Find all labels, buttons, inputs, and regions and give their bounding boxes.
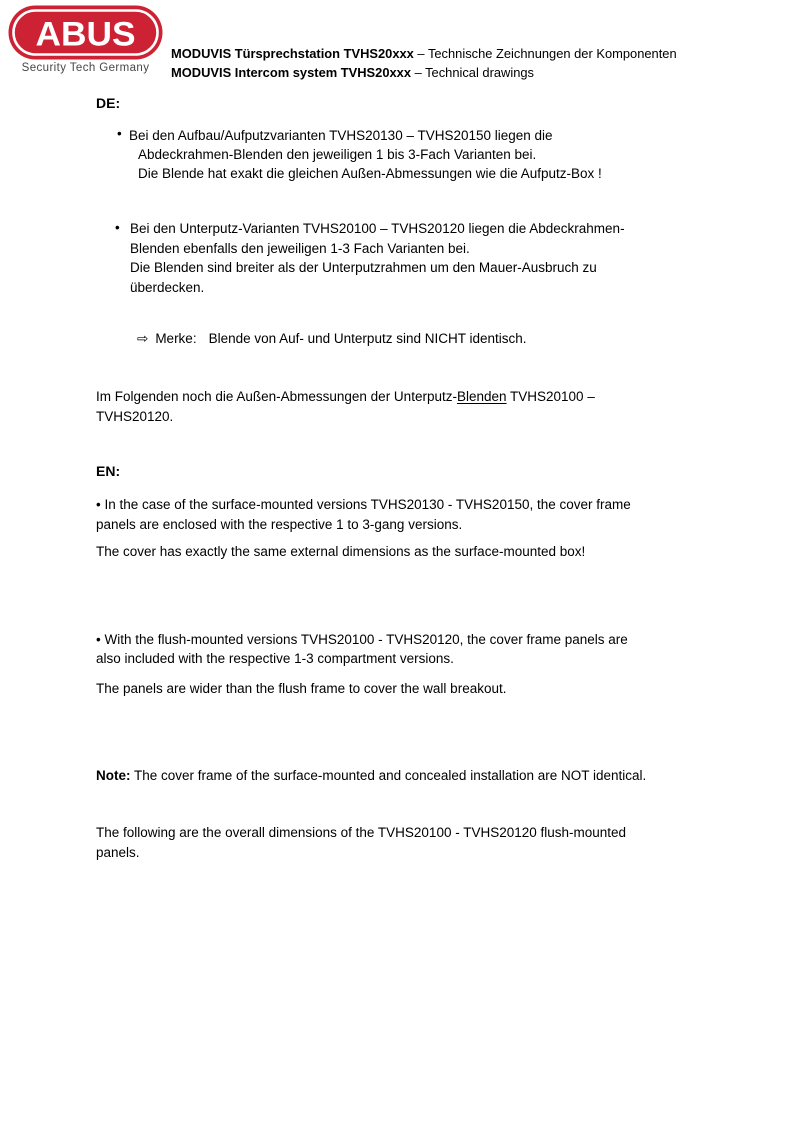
text-line: • In the case of the surface-mounted versions TVHS20130 - TVHS20150, the cover frame — [96, 497, 631, 512]
en-paragraph-3 — [96, 630, 628, 668]
header-en-product: MODUVIS Intercom system TVHS20xxx — [171, 64, 411, 80]
text-line: Die Blende hat exakt die gleichen Außen-Abmessungen wie die Aufputz-Box ! — [138, 166, 602, 181]
text-line: • With the flush-mounted versions TVHS20100 - TVHS20120, the cover frame panels are — [96, 632, 628, 647]
abus-logo — [8, 5, 163, 74]
bullet-icon: • — [115, 220, 120, 235]
text-line: Abdeckrahmen-Blenden den jeweiligen 1 bis 3-Fach Varianten bei. — [138, 147, 537, 162]
de-bullet1-paragraph — [129, 126, 602, 183]
en-closing-paragraph — [96, 823, 626, 862]
document-header — [171, 45, 677, 82]
text-line: The following are the overall dimensions of the TVHS20100 - TVHS20120 flush-mounted — [96, 825, 627, 840]
text-line: überdecken. — [130, 280, 205, 296]
abus-logo-mark — [8, 5, 163, 60]
en-section-label: EN: — [96, 463, 121, 479]
logo-brand-text: ABUS — [35, 15, 136, 54]
en-paragraph-4: The panels are wider than the flush frame to cover the wall breakout. — [96, 681, 507, 696]
en-paragraph-1 — [96, 495, 631, 534]
de-merke-note — [137, 331, 527, 347]
header-line-en — [171, 64, 677, 83]
text-line: Bei den Aufbau/Aufputzvarianten TVHS20130 – TVHS20150 liegen die — [129, 128, 553, 143]
de-closing-paragraph — [96, 387, 595, 426]
merke-label: Merke: — [155, 331, 197, 346]
en-paragraph-2: The cover has exactly the same external dimensions as the surface-mounted box! — [96, 544, 586, 559]
logo-tagline: Security Tech Germany — [21, 62, 150, 74]
text-line: Die Blenden sind breiter als der Unterputzrahmen um den Mauer-Ausbruch zu — [130, 260, 597, 276]
de-section-label: DE: — [96, 95, 121, 111]
merke-text: Blende von Auf- und Unterputz sind NICHT identisch. — [208, 331, 527, 346]
text-line: panels are enclosed with the respective 1 to 3-gang versions. — [96, 516, 463, 532]
closing-underlined-word: Blenden — [456, 389, 507, 404]
text-line: TVHS20120. — [96, 408, 174, 424]
note-label: Note: — [96, 768, 131, 783]
text-line — [96, 387, 595, 407]
bullet-icon: • — [117, 126, 122, 141]
closing-post: TVHS20100 – — [506, 389, 595, 404]
header-line-de — [171, 45, 677, 64]
text-line: Blenden ebenfalls den jeweiligen 1-3 Fach Varianten bei. — [130, 240, 470, 256]
arrow-right-icon: ⇨ — [137, 331, 149, 346]
header-en-subtitle: – Technical drawings — [411, 64, 535, 80]
en-note-paragraph — [96, 766, 646, 785]
text-line: Bei den Unterputz-Varianten TVHS20100 – TVHS20120 liegen die Abdeckrahmen- — [130, 221, 625, 236]
text-line: panels. — [96, 844, 140, 860]
de-bullet2-paragraph — [130, 219, 625, 298]
header-de-product: MODUVIS Türsprechstation TVHS20xxx — [171, 46, 414, 61]
text-line: also included with the respective 1-3 compartment versions. — [96, 651, 454, 666]
header-de-subtitle: – Technische Zeichnungen der Komponenten — [413, 46, 677, 61]
note-text: The cover frame of the surface-mounted and concealed installation are NOT identical. — [130, 768, 647, 783]
closing-pre: Im Folgenden noch die Außen-Abmessungen der Unterputz- — [96, 389, 457, 404]
